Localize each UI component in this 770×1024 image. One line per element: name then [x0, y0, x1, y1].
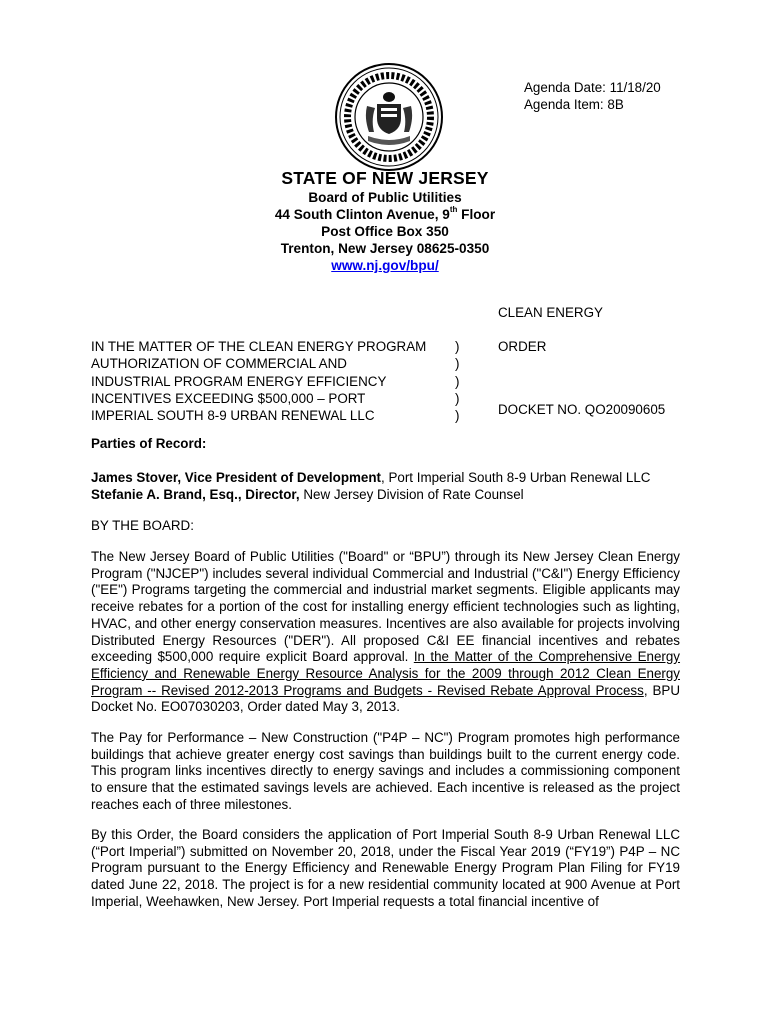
caption-line: IMPERIAL SOUTH 8-9 URBAN RENEWAL LLC	[91, 408, 375, 424]
case-caption	[91, 338, 426, 424]
category-label: CLEAN ENERGY	[498, 305, 603, 320]
paragraph-1-end: , BPU Docket No. EO07030203, Order dated May 3, 2013.	[91, 682, 680, 715]
caption-parens	[455, 338, 459, 424]
agenda-date: Agenda Date: 11/18/20	[524, 80, 661, 95]
paragraph-3	[91, 827, 680, 911]
paren: )	[455, 373, 460, 389]
address-text: 44 South Clinton Avenue, 9	[274, 207, 450, 222]
po-box: Post Office Box 350	[321, 224, 449, 239]
caption-line: AUTHORIZATION OF COMMERCIAL AND	[91, 356, 347, 372]
party-1-name: James Stover, Vice President of Development	[91, 470, 382, 485]
paren: )	[455, 408, 460, 424]
party-1	[91, 469, 650, 486]
board-address	[0, 207, 770, 222]
paren: )	[455, 390, 460, 406]
board-name: Board of Public Utilities	[308, 190, 462, 205]
order-label: ORDER	[498, 339, 547, 354]
paren: )	[455, 356, 460, 372]
city-line: Trenton, New Jersey 08625-0350	[280, 241, 490, 256]
agenda-block	[524, 79, 661, 113]
bpu-website-link[interactable]: www.nj.gov/bpu/	[331, 258, 439, 273]
caption-line: IN THE MATTER OF THE CLEAN ENERGY PROGRAM	[91, 339, 427, 354]
address-sup: th	[449, 205, 458, 214]
party-2	[91, 486, 650, 503]
caption-line: INDUSTRIAL PROGRAM ENERGY EFFICIENCY	[91, 373, 387, 389]
party-1-org: , Port Imperial South 8-9 Urban Renewal LLC	[381, 470, 651, 485]
paragraph-1-text: The New Jersey Board of Public Utilities ("Board" or “BPU”) through its New Jersey Clean Energy Program ("NJCEP") includes several individual Commercial and Industrial ("C&I") Energy Efficiency ("EE") Programs targeting the commercial and industrial market segments. Eligible applicants may receive rebates for a portion of the cost for installing energy efficient technologies such as lighting, HVAC, and other energy conservation measures. Incentives are also available for projects involving Distributed Energy Resources ("DER"). All proposed C&I EE financial incentives and rebates exceeding $500,000 require explicit Board approval.	[91, 549, 680, 665]
state-title: STATE OF NEW JERSEY	[281, 168, 489, 188]
paragraph-1	[91, 549, 680, 716]
by-the-board: BY THE BOARD:	[91, 518, 194, 533]
address-floor: Floor	[457, 207, 496, 222]
agenda-item: Agenda Item: 8B	[524, 97, 624, 112]
docket-number: DOCKET NO. QO20090605	[498, 402, 666, 417]
paragraph-2	[91, 730, 680, 814]
party-2-org: New Jersey Division of Rate Counsel	[299, 487, 524, 502]
caption-line: INCENTIVES EXCEEDING $500,000 – PORT	[91, 390, 366, 406]
parties-heading: Parties of Record:	[91, 436, 207, 451]
paragraph-3-text: By this Order, the Board considers the application of Port Imperial South 8-9 Urban Renewal LLC (“Port Imperial”) submitted on November 20, 2018, under the Fiscal Year 2019 (“FY19”) P4P – NC Program pursuant to the Energy Efficiency and Renewable Energy Program Plan Filing for FY19 dated June 22, 2018. The project is for a new residential community located at 900 Avenue at Port Imperial, Weehawken, New Jersey. Port Imperial requests a total financial incentive of	[91, 827, 680, 909]
case-citation: In the Matter of the Comprehensive Energy Efficiency and Renewable Energy Resource Analysis for the 2009 through 2012 Clean Energy Program -- Revised 2012-2013 Programs and Budgets - Revised Rebate Approval Process	[91, 649, 681, 698]
parties-list	[91, 469, 650, 503]
party-2-name: Stefanie A. Brand, Esq., Director,	[91, 487, 300, 502]
paragraph-2-text: The Pay for Performance – New Construction ("P4P – NC") Program promotes high performance buildings that achieve greater energy cost savings than buildings built to the current energy code. This program links incentives directly to energy savings and includes a commissioning component to ensure that the estimated savings levels are achieved. Each incentive is released as the project reaches each of three milestones.	[91, 730, 680, 812]
paren: )	[455, 339, 460, 354]
state-seal-logo	[334, 62, 444, 172]
